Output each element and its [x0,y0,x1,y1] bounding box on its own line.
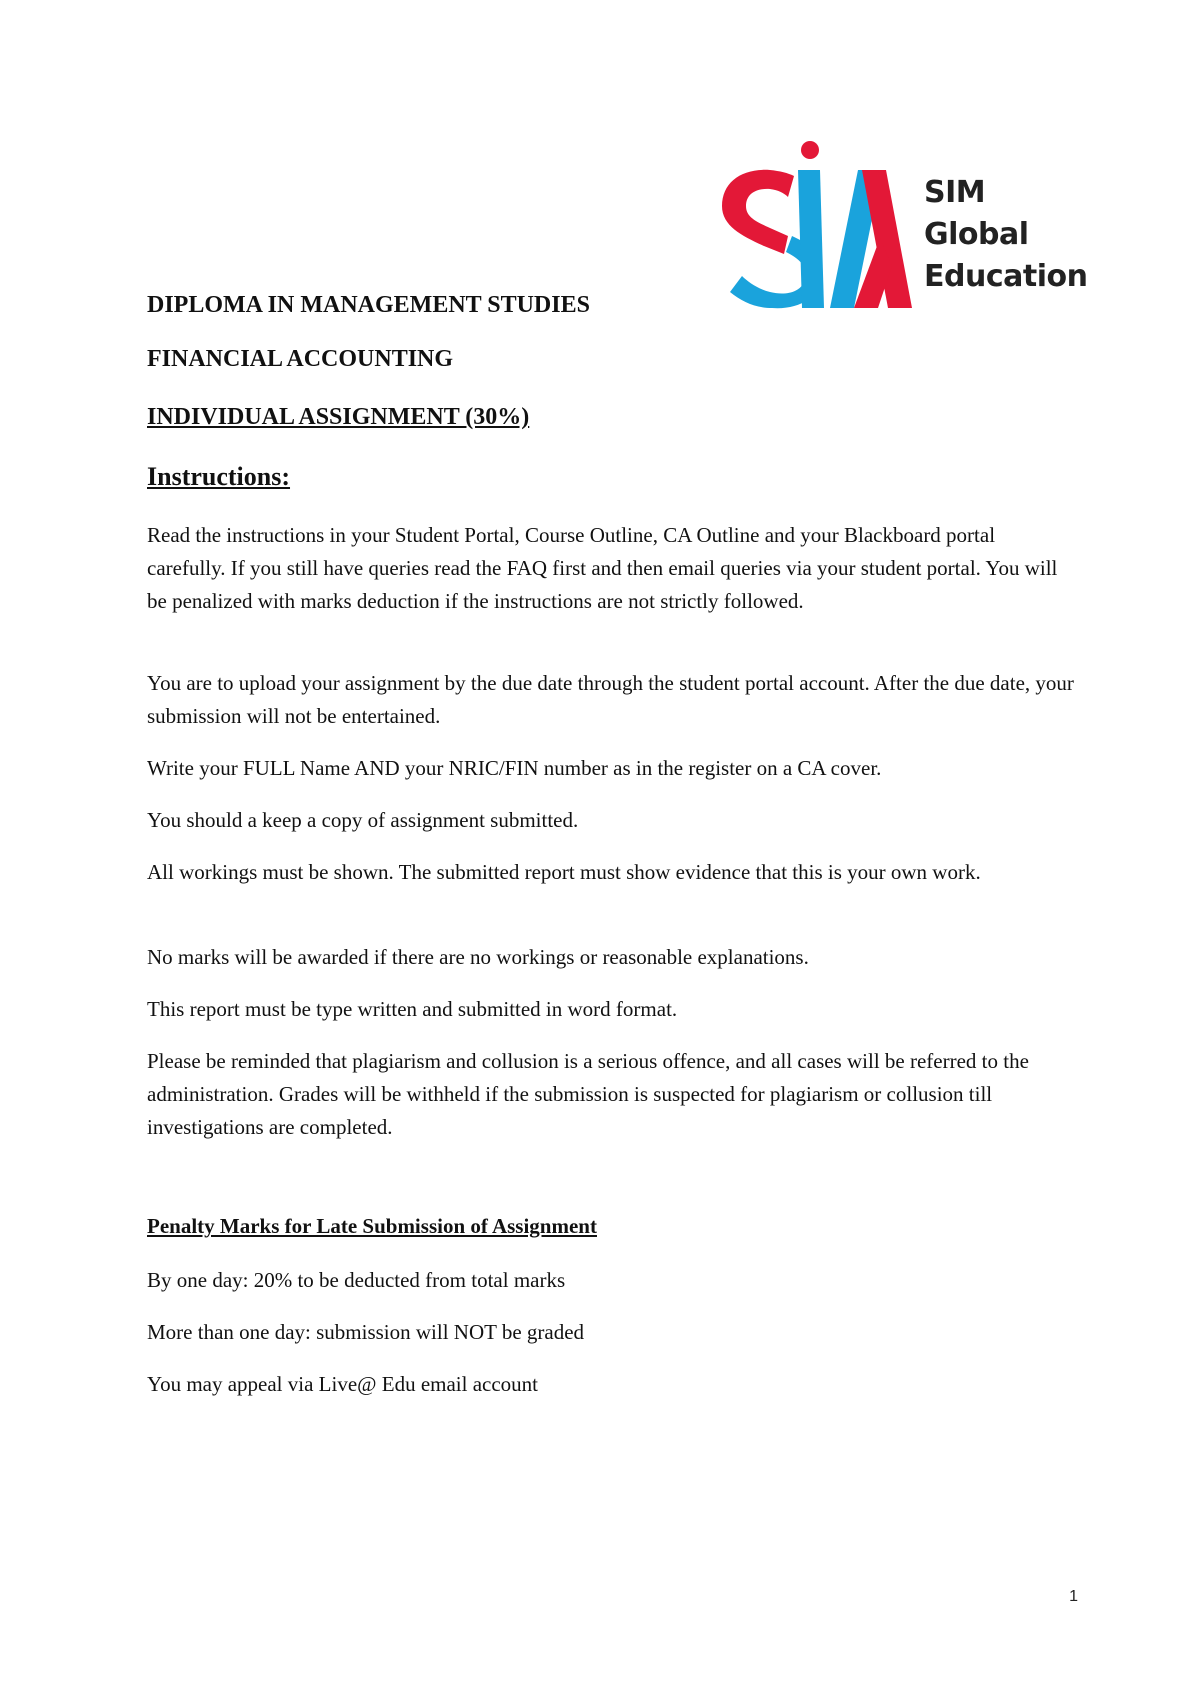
page-number: 1 [1069,1588,1078,1605]
instruction-paragraph: All workings must be shown. The submitted report must show evidence that this is your own work. [147,860,981,884]
logo-wordmark [924,172,1087,298]
logo-line-sim: SIM [924,175,986,210]
logo-line-education: Education [924,259,1088,294]
assignment-title: INDIVIDUAL ASSIGNMENT (30%) [147,404,530,430]
instruction-paragraph: No marks will be awarded if there are no workings or reasonable explanations. [147,945,809,969]
sim-global-education-logo [712,140,1088,310]
instruction-paragraph: Please be reminded that plagiarism and collusion is a serious offence, and all cases will be referred to the administration. Grades will be withheld if the submission is suspected for plagiarism or collusion till investigations are completed. [147,1049,1029,1139]
sim-logo-mark-icon [712,140,912,310]
course-title: FINANCIAL ACCOUNTING [147,346,454,372]
penalty-line: You may appeal via Live@ Edu email account [147,1372,539,1396]
instruction-paragraph: This report must be type written and submitted in word format. [147,997,678,1021]
instruction-paragraph: You are to upload your assignment by the due date through the student portal account. After the due date, your submission will not be entertained. [147,671,1074,728]
instruction-paragraph: Write your FULL Name AND your NRIC/FIN number as in the register on a CA cover. [147,756,882,780]
logo-line-global: Global [924,217,1029,252]
penalty-line: By one day: 20% to be deducted from total marks [147,1268,566,1292]
penalty-heading: Penalty Marks for Late Submission of Assignment [147,1214,597,1238]
program-title: DIPLOMA IN MANAGEMENT STUDIES [147,292,590,318]
penalty-line: More than one day: submission will NOT be graded [147,1320,585,1344]
instruction-paragraph: You should a keep a copy of assignment submitted. [147,808,579,832]
instruction-paragraph: Read the instructions in your Student Portal, Course Outline, CA Outline and your Blackboard portal carefully. If you still have queries read the FAQ first and then email queries via your student portal. You will be penalized with marks deduction if the instructions are not strictly followed. [147,523,1058,613]
instructions-heading: Instructions: [147,462,291,491]
